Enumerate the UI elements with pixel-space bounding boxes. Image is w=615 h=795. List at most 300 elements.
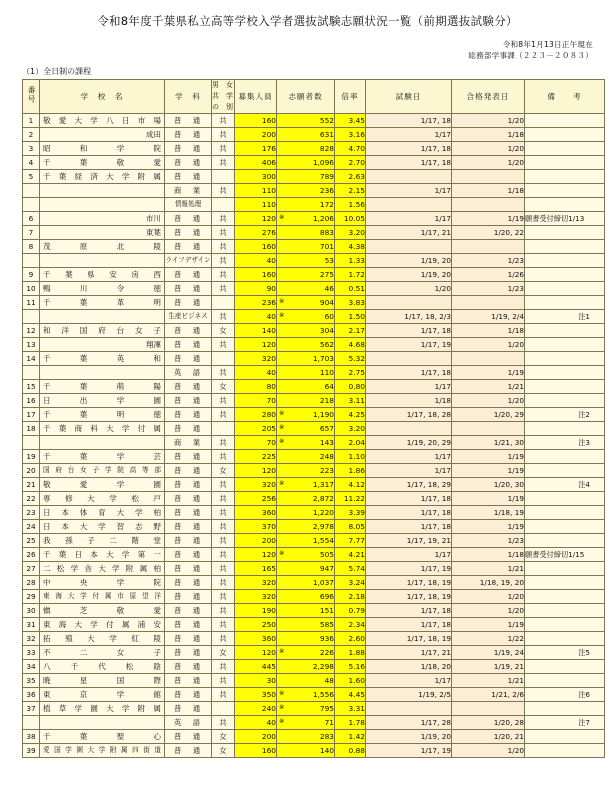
table-row — [23, 534, 605, 548]
cell-school: 鴨 川 令 徳 — [40, 282, 165, 296]
table-row — [23, 296, 605, 310]
cell-coed: 共 — [212, 450, 235, 464]
cell-no — [23, 184, 40, 198]
cell-no: 38 — [23, 730, 40, 744]
cell-quota: 320 — [235, 590, 277, 604]
cell-quota: 70 — [235, 436, 277, 450]
asterisk-marker-icon: ※ — [279, 409, 285, 417]
cell-dept: 普 通 — [165, 212, 212, 226]
cell-ann: 1/18, 19 — [452, 506, 525, 520]
cell-dept: 普 通 — [165, 394, 212, 408]
table-row — [23, 520, 605, 534]
cell-ann: 1/18 — [452, 128, 525, 142]
cell-note — [525, 506, 605, 520]
cell-no: 36 — [23, 688, 40, 702]
cell-quota: 240 — [235, 702, 277, 716]
cell-applicants: 46 — [277, 282, 335, 296]
cell-note — [525, 744, 605, 758]
cell-dept: 普 通 — [165, 576, 212, 590]
cell-no — [23, 198, 40, 212]
cell-dept: 普 通 — [165, 128, 212, 142]
cell-dept: 普 通 — [165, 534, 212, 548]
cell-applicants: 1,037 — [277, 576, 335, 590]
cell-note — [525, 114, 605, 128]
cell-note — [525, 324, 605, 338]
cell-ratio: 1.50 — [335, 310, 366, 324]
cell-school: 二 松 学 舎 大 学 附 属 柏 — [40, 562, 165, 576]
cell-note — [525, 226, 605, 240]
cell-school: 市 川 — [40, 212, 165, 226]
cell-applicants: 696 — [277, 590, 335, 604]
cell-ratio: 0.79 — [335, 604, 366, 618]
cell-applicants: 140 — [277, 744, 335, 758]
cell-coed: 女 — [212, 380, 235, 394]
cell-quota: 120 — [235, 464, 277, 478]
cell-coed: 共 — [212, 576, 235, 590]
cell-school: 日 本 体 育 大 学 柏 — [40, 506, 165, 520]
cell-exam: 1/17, 21 — [366, 646, 452, 660]
cell-coed — [212, 296, 235, 310]
cell-ann — [452, 422, 525, 436]
cell-dept: 普 通 — [165, 618, 212, 632]
cell-ann: 1/23 — [452, 534, 525, 548]
cell-note: 注7 — [525, 716, 605, 730]
cell-note — [525, 296, 605, 310]
applications-table — [22, 79, 605, 758]
cell-school: 暁 星 国 際 — [40, 674, 165, 688]
cell-applicants: 947 — [277, 562, 335, 576]
table-row — [23, 114, 605, 128]
cell-school: 中 央 学 院 — [40, 576, 165, 590]
cell-quota: 236 — [235, 296, 277, 310]
cell-note: 注4 — [525, 478, 605, 492]
cell-school: 和 洋 国 府 台 女 子 — [40, 324, 165, 338]
cell-school: 愼 芝 敬 愛 — [40, 604, 165, 618]
cell-note — [525, 562, 605, 576]
cell-note: 願書受付締切1/13 — [525, 212, 605, 226]
cell-ratio: 3.16 — [335, 128, 366, 142]
cell-quota: 445 — [235, 660, 277, 674]
cell-coed: 共 — [212, 688, 235, 702]
cell-exam — [366, 422, 452, 436]
cell-ratio: 11.22 — [335, 492, 366, 506]
table-row — [23, 450, 605, 464]
cell-ann: 1/20, 21 — [452, 730, 525, 744]
cell-school: 東 葉 — [40, 226, 165, 240]
cell-dept: 普 通 — [165, 604, 212, 618]
cell-note — [525, 576, 605, 590]
cell-quota: 250 — [235, 618, 277, 632]
cell-coed — [212, 702, 235, 716]
cell-applicants: 248 — [277, 450, 335, 464]
cell-no: 31 — [23, 618, 40, 632]
table-row — [23, 604, 605, 618]
cell-exam: 1/17, 19 — [366, 744, 452, 758]
cell-exam: 1/17, 18 — [366, 324, 452, 338]
cell-note — [525, 618, 605, 632]
cell-ratio: 1.72 — [335, 268, 366, 282]
cell-ann — [452, 198, 525, 212]
cell-no: 30 — [23, 604, 40, 618]
cell-ratio: 2.34 — [335, 618, 366, 632]
cell-applicants: 505 ※ — [277, 548, 335, 562]
cell-quota: 350 — [235, 688, 277, 702]
cell-applicants: 828 — [277, 142, 335, 156]
cell-no — [23, 366, 40, 380]
cell-dept: 普 通 — [165, 408, 212, 422]
cell-dept: 普 通 — [165, 632, 212, 646]
cell-note: 願書受付締切1/15 — [525, 548, 605, 562]
cell-school — [40, 310, 165, 324]
cell-school: 敬 愛 大 学 八 日 市 場 — [40, 114, 165, 128]
cell-coed: 共 — [212, 506, 235, 520]
cell-note — [525, 142, 605, 156]
cell-note — [525, 604, 605, 618]
cell-school: 成 田 — [40, 128, 165, 142]
cell-exam: 1/17, 28 — [366, 716, 452, 730]
cell-dept: 生産ビジネス — [165, 310, 212, 324]
cell-ann: 1/21 — [452, 380, 525, 394]
cell-dept: 普 通 — [165, 282, 212, 296]
cell-ann: 1/22 — [452, 632, 525, 646]
cell-applicants: 1,556 ※ — [277, 688, 335, 702]
table-row — [23, 212, 605, 226]
cell-exam: 1/17, 19, 21 — [366, 534, 452, 548]
cell-note: 注3 — [525, 436, 605, 450]
cell-note — [525, 352, 605, 366]
cell-ratio: 1.10 — [335, 450, 366, 464]
cell-note — [525, 366, 605, 380]
cell-ann: 1/20 — [452, 394, 525, 408]
cell-note: 注1 — [525, 310, 605, 324]
table-row — [23, 716, 605, 730]
cell-quota: 120 — [235, 548, 277, 562]
cell-dept: 普 通 — [165, 114, 212, 128]
cell-exam: 1/17, 18 — [366, 156, 452, 170]
cell-ann — [452, 296, 525, 310]
cell-ann: 1/19 — [452, 520, 525, 534]
table-row — [23, 226, 605, 240]
table-row — [23, 366, 605, 380]
cell-applicants: 1,190 ※ — [277, 408, 335, 422]
cell-no: 12 — [23, 324, 40, 338]
table-row — [23, 702, 605, 716]
table-header — [23, 80, 605, 114]
cell-exam: 1/17, 18 — [366, 492, 452, 506]
cell-no: 27 — [23, 562, 40, 576]
cell-applicants: 2,298 — [277, 660, 335, 674]
cell-ann: 1/20 — [452, 604, 525, 618]
asterisk-marker-icon: ※ — [279, 423, 285, 431]
cell-no — [23, 310, 40, 324]
cell-ann: 1/19 — [452, 366, 525, 380]
cell-coed — [212, 198, 235, 212]
cell-quota: 276 — [235, 226, 277, 240]
cell-note: 注2 — [525, 408, 605, 422]
cell-note — [525, 520, 605, 534]
cell-no: 4 — [23, 156, 40, 170]
cell-applicants: 789 — [277, 170, 335, 184]
cell-exam: 1/17 — [366, 380, 452, 394]
table-row — [23, 618, 605, 632]
cell-exam: 1/17, 18 — [366, 114, 452, 128]
cell-school: 翔 凜 — [40, 338, 165, 352]
table-row — [23, 268, 605, 282]
cell-exam: 1/17, 18 — [366, 366, 452, 380]
cell-coed: 共 — [212, 142, 235, 156]
cell-quota: 140 — [235, 324, 277, 338]
cell-applicants: 60 ※ — [277, 310, 335, 324]
cell-quota: 225 — [235, 450, 277, 464]
cell-applicants: 64 — [277, 380, 335, 394]
cell-exam: 1/17, 18, 19 — [366, 590, 452, 604]
cell-ratio: 5.74 — [335, 562, 366, 576]
cell-exam: 1/17 — [366, 674, 452, 688]
cell-ratio: 3.83 — [335, 296, 366, 310]
cell-school — [40, 436, 165, 450]
cell-school: 千 葉 敬 愛 — [40, 156, 165, 170]
cell-note — [525, 254, 605, 268]
cell-applicants: 936 — [277, 632, 335, 646]
cell-ann — [452, 702, 525, 716]
table-row — [23, 198, 605, 212]
cell-coed: 共 — [212, 128, 235, 142]
cell-no: 11 — [23, 296, 40, 310]
cell-dept: 普 通 — [165, 730, 212, 744]
cell-coed: 共 — [212, 562, 235, 576]
table-row — [23, 632, 605, 646]
cell-ratio: 0.51 — [335, 282, 366, 296]
cell-quota: 120 — [235, 646, 277, 660]
cell-coed: 共 — [212, 310, 235, 324]
table-row — [23, 282, 605, 296]
cell-no: 35 — [23, 674, 40, 688]
cell-ann: 1/19, 24 — [452, 646, 525, 660]
cell-ann: 1/19 — [452, 450, 525, 464]
cell-school: 八 千 代 松 陰 — [40, 660, 165, 674]
cell-ratio: 1.78 — [335, 716, 366, 730]
cell-dept: 普 通 — [165, 338, 212, 352]
cell-ratio: 4.12 — [335, 478, 366, 492]
cell-no: 10 — [23, 282, 40, 296]
cell-exam: 1/19, 20, 29 — [366, 436, 452, 450]
cell-quota: 200 — [235, 128, 277, 142]
cell-applicants: 53 — [277, 254, 335, 268]
asterisk-marker-icon: ※ — [279, 549, 285, 557]
table-body — [23, 114, 605, 758]
cell-ratio: 1.88 — [335, 646, 366, 660]
cell-coed: 共 — [212, 212, 235, 226]
cell-no: 3 — [23, 142, 40, 156]
cell-no: 6 — [23, 212, 40, 226]
cell-applicants: 883 — [277, 226, 335, 240]
cell-ann: 1/18 — [452, 324, 525, 338]
table-row — [23, 506, 605, 520]
cell-ann: 1/18 — [452, 184, 525, 198]
cell-applicants: 1,206 ※ — [277, 212, 335, 226]
table-row — [23, 128, 605, 142]
cell-dept: 普 通 — [165, 520, 212, 534]
cell-quota: 200 — [235, 730, 277, 744]
cell-applicants: 283 — [277, 730, 335, 744]
cell-no: 23 — [23, 506, 40, 520]
cell-ann: 1/19 — [452, 618, 525, 632]
cell-coed — [212, 422, 235, 436]
cell-note — [525, 198, 605, 212]
cell-note — [525, 660, 605, 674]
cell-coed: 共 — [212, 282, 235, 296]
cell-school — [40, 254, 165, 268]
cell-ann: 1/26 — [452, 268, 525, 282]
cell-applicants: 1,096 — [277, 156, 335, 170]
cell-school: 千 葉 商 科 大 学 付 属 — [40, 422, 165, 436]
cell-ann: 1/20 — [452, 338, 525, 352]
cell-dept: 普 通 — [165, 506, 212, 520]
cell-ratio: 0.88 — [335, 744, 366, 758]
cell-school: 敬 愛 学 園 — [40, 478, 165, 492]
cell-school — [40, 366, 165, 380]
cell-no: 33 — [23, 646, 40, 660]
cell-ann: 1/18 — [452, 548, 525, 562]
column-header-ratio: 倍率 — [335, 80, 366, 114]
cell-coed: 共 — [212, 674, 235, 688]
cell-dept: 普 通 — [165, 646, 212, 660]
cell-exam: 1/19, 20 — [366, 730, 452, 744]
cell-exam: 1/17, 21 — [366, 226, 452, 240]
cell-applicants: 2,978 — [277, 520, 335, 534]
cell-note — [525, 268, 605, 282]
cell-note — [525, 464, 605, 478]
cell-school: 愛 国 学 園 大 学 附 属 四 街 道 — [40, 744, 165, 758]
cell-dept: 普 通 — [165, 226, 212, 240]
cell-quota: 160 — [235, 268, 277, 282]
cell-school — [40, 184, 165, 198]
cell-ann: 1/20 — [452, 590, 525, 604]
cell-no: 5 — [23, 170, 40, 184]
cell-school: 植 草 学 園 大 学 附 属 — [40, 702, 165, 716]
cell-ratio: 2.04 — [335, 436, 366, 450]
cell-coed: 共 — [212, 408, 235, 422]
cell-coed — [212, 352, 235, 366]
cell-ann — [452, 240, 525, 254]
cell-note — [525, 128, 605, 142]
cell-ratio: 5.32 — [335, 352, 366, 366]
cell-quota: 40 — [235, 254, 277, 268]
cell-ratio: 0.80 — [335, 380, 366, 394]
table-row — [23, 156, 605, 170]
cell-ratio: 1.60 — [335, 674, 366, 688]
cell-applicants: 236 — [277, 184, 335, 198]
cell-ratio: 4.21 — [335, 548, 366, 562]
page-title: 令和8年度千葉県私立高等学校入学者選抜試験志願状況一覧（前期選抜試験分） — [97, 14, 518, 28]
cell-school — [40, 198, 165, 212]
cell-note — [525, 450, 605, 464]
cell-exam: 1/17 — [366, 450, 452, 464]
column-header-quota: 募集人員 — [235, 80, 277, 114]
cell-exam — [366, 198, 452, 212]
cell-quota: 360 — [235, 632, 277, 646]
cell-no: 21 — [23, 478, 40, 492]
cell-ratio: 3.24 — [335, 576, 366, 590]
cell-quota: 370 — [235, 520, 277, 534]
cell-ratio: 4.68 — [335, 338, 366, 352]
cell-applicants: 110 — [277, 366, 335, 380]
cell-note — [525, 674, 605, 688]
cell-quota: 300 — [235, 170, 277, 184]
table-row — [23, 240, 605, 254]
cell-ann: 1/21, 30 — [452, 436, 525, 450]
cell-coed: 共 — [212, 156, 235, 170]
cell-quota: 40 — [235, 366, 277, 380]
cell-ann — [452, 352, 525, 366]
cell-quota: 110 — [235, 198, 277, 212]
cell-applicants: 1,554 — [277, 534, 335, 548]
cell-ann: 1/21 — [452, 562, 525, 576]
cell-dept: 普 通 — [165, 702, 212, 716]
cell-exam: 1/18, 20 — [366, 660, 452, 674]
cell-no: 7 — [23, 226, 40, 240]
cell-applicants: 71 ※ — [277, 716, 335, 730]
asterisk-marker-icon: ※ — [279, 717, 285, 725]
cell-coed: 共 — [212, 520, 235, 534]
cell-exam — [366, 170, 452, 184]
cell-note: 注5 — [525, 646, 605, 660]
document-meta — [0, 39, 615, 61]
cell-ann: 1/20 — [452, 744, 525, 758]
cell-quota: 256 — [235, 492, 277, 506]
cell-school: 千 葉 学 芸 — [40, 450, 165, 464]
cell-ratio: 2.18 — [335, 590, 366, 604]
cell-no: 8 — [23, 240, 40, 254]
cell-no: 18 — [23, 422, 40, 436]
column-header-no: 番号 — [23, 80, 40, 114]
cell-ratio: 8.05 — [335, 520, 366, 534]
cell-ratio: 5.16 — [335, 660, 366, 674]
cell-applicants: 562 — [277, 338, 335, 352]
table-row — [23, 590, 605, 604]
column-header-announce-date: 合格発表日 — [452, 80, 525, 114]
cell-ratio: 3.20 — [335, 422, 366, 436]
cell-quota: 160 — [235, 114, 277, 128]
cell-dept: 情報処理 — [165, 198, 212, 212]
cell-applicants: 304 — [277, 324, 335, 338]
cell-coed: 共 — [212, 240, 235, 254]
cell-ratio: 3.39 — [335, 506, 366, 520]
issuing-department: 総務部学事課（２２３－２０８３） — [468, 51, 593, 60]
cell-dept: 普 通 — [165, 590, 212, 604]
cell-ann: 1/19 — [452, 464, 525, 478]
cell-exam: 1/17 — [366, 128, 452, 142]
cell-dept: 普 通 — [165, 548, 212, 562]
cell-note — [525, 702, 605, 716]
column-header-exam-date: 試験日 — [366, 80, 452, 114]
cell-ratio: 3.20 — [335, 226, 366, 240]
cell-ratio: 2.70 — [335, 156, 366, 170]
cell-no: 14 — [23, 352, 40, 366]
table-row — [23, 422, 605, 436]
cell-applicants: 223 — [277, 464, 335, 478]
cell-school: 千 葉 経 済 大 学 附 属 — [40, 170, 165, 184]
cell-coed: 女 — [212, 324, 235, 338]
cell-applicants: 48 — [277, 674, 335, 688]
table-row — [23, 184, 605, 198]
cell-note — [525, 380, 605, 394]
cell-ratio: 1.33 — [335, 254, 366, 268]
cell-note: 注6 — [525, 688, 605, 702]
cell-school — [40, 716, 165, 730]
cell-applicants: 218 — [277, 394, 335, 408]
table-row — [23, 352, 605, 366]
